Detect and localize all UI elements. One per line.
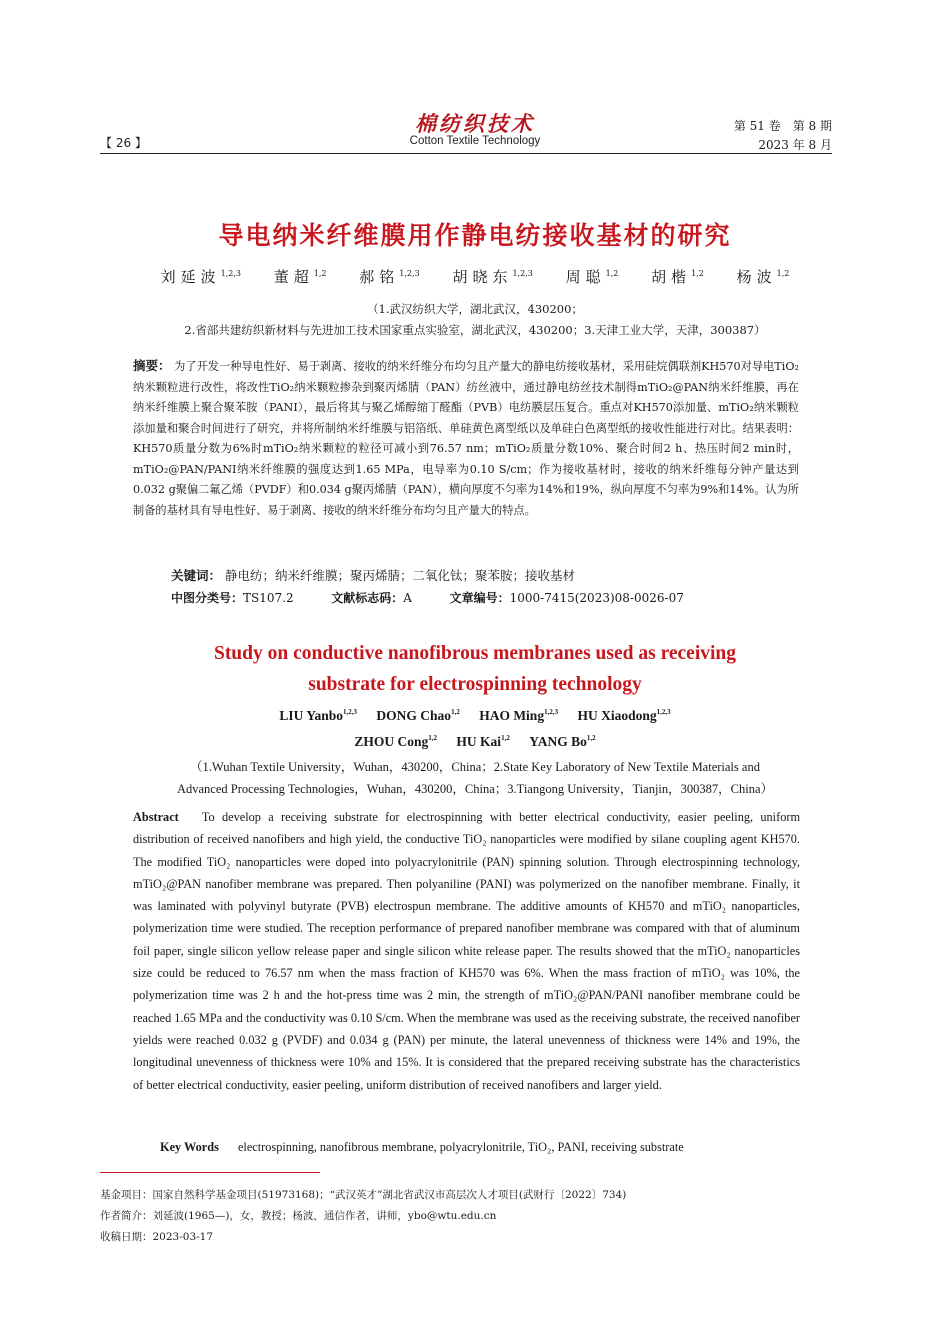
doc-code-value: A [403,591,412,605]
authors-en-line [0,734,950,750]
header-rule [100,153,832,154]
author-cn: 杨波$^{1,2}$ [736,268,790,286]
authors-cn [0,266,950,287]
abstract-cn-text: 为了开发一种导电性好、易于剥离、接收的纳米纤维分布均匀且产量大的静电纺接收基材，采用硅烷偶联剂KH570对导电TiO₂纳米颗粒进行改性，将改性TiO₂纳米颗粒掺杂到聚丙烯腈（PAN）纺丝液中，通过静电纺丝技术制得mTiO₂@PAN纳米纤维膜，再在纳米纤维膜上聚合聚苯胺（PANI），最后将其与聚乙烯醇缩丁醛酯（PVB）电纺膜层压复合。重点对KH570添加量、mTiO₂纳米颗粒添加量和聚合时间进行了研究，并将所制纳米纤维膜与铝箔纸、单硅黄色离型纸以及单硅白色离型纸的接收性能进行对比。结果表明：KH570质量分数为6%时mTiO₂纳米颗粒的粒径可减小到76.57 nm；mTiO₂质量分数10%、聚合时间2 h、热压时间2 min时，mTiO₂@PAN/PANI纳米纤维膜的强度达到1.65 MPa，电导率为0.10 S/cm；作为接收基材时，接收的纳米纤维每分钟产量达到0.032 g聚偏二氟乙烯（PVDF）和0.034 g聚丙烯腈（PAN），横向厚度不匀率为14%和19%，纵向厚度不匀率为9%和14%。认为所制备的基材具有导电性好、易于剥离、接收的纳米纤维分布均匀且产量大的特点。 [133,360,799,517]
abstract-cn [133,356,799,521]
classification-cn [171,589,684,606]
keywords-cn-text: 静电纺；纳米纤维膜；聚丙烯腈；二氧化钛；聚苯胺；接收基材 [225,568,576,583]
article-number-label: 文章编号： [449,591,510,605]
author-cn: 周聪$^{1,2}$ [565,268,619,286]
author-cn: 刘延波$^{1,2,3}$ [160,268,241,286]
abstract-cn-label: 摘要： [133,358,171,373]
title-en-line: Study on conductive nanofibrous membranes used as receiving [213,643,737,664]
affiliation-cn-line: （1.武汉纺织大学，湖北武汉，430200； [367,302,583,316]
author-bio-note: 作者简介：刘延波(1965—)，女，教授；杨波，通信作者，讲师，ybo@wtu.edu.cn [100,1210,497,1222]
author-en: LIU Yanbo$^{1,2,3}$ [279,708,358,723]
abstract-en-label: Abstract [133,810,179,824]
author-en: HU Xiaodong$^{1,2,3}$ [577,708,671,723]
author-cn: 董超$^{1,2}$ [273,268,327,286]
keywords-en-text: electrospinning, nanofibrous membrane, polyacrylonitrile, TiO₂, PANI, receiving substrate [237,1140,684,1154]
page-number: 【 26 】 [100,136,147,150]
clc-label: 中图分类号： [171,591,244,605]
keywords-cn [171,566,575,584]
affiliation-en-line: （1.Wuhan Textile University，Wuhan，430200，China；2.State Key Laboratory of New Textile Materials and [190,760,760,774]
affiliation-en [0,756,950,800]
author-cn: 郝铭$^{1,2,3}$ [359,268,420,286]
author-cn: 胡晓东$^{1,2,3}$ [452,268,533,286]
affiliation-en-line: Advanced Processing Technologies，Wuhan，430200，China；3.Tiangong University，Tianjin，300387，China） [176,782,774,796]
publication-date: 2023 年 8 月 [758,138,832,152]
keywords-en-label: Key Words [160,1140,219,1154]
volume-number: 第 51 卷 第 8 期 [733,119,832,133]
keywords-en [160,1140,684,1155]
author-cn: 胡楷$^{1,2}$ [651,268,704,286]
article-number-value: 1000-7415(2023)08-0026-07 [509,591,684,605]
abstract-en [133,806,800,1096]
title-en [0,638,950,700]
title-cn: 导电纳米纤维膜用作静电纺接收基材的研究 [218,221,732,250]
author-en: YANG Bo$^{1,2}$ [529,734,596,749]
fund-note: 基金项目：国家自然科学基金项目(51973168)；“武汉英才”湖北省武汉市高层次人才项目(武财行〔2022〕734) [100,1189,627,1201]
received-date-note: 收稿日期：2023-03-17 [100,1231,214,1243]
keywords-cn-label: 关键词： [171,568,222,583]
author-en: DONG Chao$^{1,2}$ [376,708,460,723]
footnote-rule [100,1172,320,1173]
doc-code-label: 文献标志码： [331,591,404,605]
title-en-line: substrate for electrospinning technology [308,674,642,695]
abstract-en-text: To develop a receiving substrate for electrospinning with better electrical conductivity, easier peeling, uniform distribution of received nanofibers and high yield, the conductive TiO₂ nanoparticles were modified by silane coupling agent KH570. The modified TiO₂ nanoparticles were doped into polyacrylonitrile (PAN) spinning solution. Through electrospinning technology, mTiO₂@PAN nanofiber membrane was prepared. Then polyaniline (PANI) was polymerized on the nanofiber membrane. Finally, it was laminated with polyvinyl butyrate (PVB) electrospun membrane. The additive amounts of KH570 and mTiO₂ nanoparticles, polymerization time were studied. The reception performance of prepared nanofiber membrane was compared with that of aluminum foil paper, single silicon yellow release paper and single silicon white release paper. The results showed that the mTiO₂ nanoparticles size could be reduced to 76.57 nm when the mass fraction of KH570 was 6%. When the mass fraction of mTiO₂ was 10%, the polymerization time was 2 h and the hot-press time was 2 min, the strength of mTiO₂@PAN/PANI nanofiber membrane could be reached 1.65 MPa and the conductivity was 0.10 S/cm. When the membrane was used as the receiving substrate, the received nanofiber yields were reached 0.032 g (PVDF) and 0.034 g (PAN) per minute, the lateral unevenness of thickness were 14% and 19%, the longitudinal unevenness of thickness were 10% and 15%. It is considered that the prepared receiving substrate has the characteristics of better electrical conductivity, easier peeling, uniform distribution of received nanofibers and larger yield. [133,810,801,1092]
author-en: HU Kai$^{1,2}$ [456,734,510,749]
clc-value: TS107.2 [243,591,294,605]
volume-issue [734,117,832,155]
affiliation-cn-line: 2.省部共建纺织新材料与先进加工技术国家重点实验室，湖北武汉，430200；3.天津工业大学，天津，300387） [184,323,766,337]
journal-name-en: Cotton Textile Technology [409,135,541,147]
journal-name-cn: 棉纺织技术 [415,111,535,136]
authors-en-line [0,708,950,724]
author-en: ZHOU Cong$^{1,2}$ [354,734,438,749]
author-en: HAO Ming$^{1,2,3}$ [479,708,559,723]
